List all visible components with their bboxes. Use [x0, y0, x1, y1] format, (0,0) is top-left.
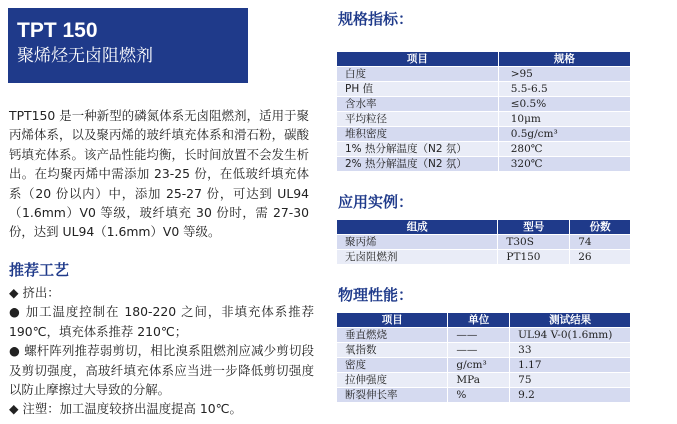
- intro-paragraph: TPT150 是一种新型的磷氮体系无卤阻燃剂，适用于聚丙烯体系，以及聚丙烯的玻纤填充体系和滑石粉，碳酸钙填充体系。该产品性能均衡，长时间放置不会发生析出。在均聚丙烯中需添加 23-25 份，在低玻纤填充体系（20 份以内）中，添加 25-27 份，可达到 UL94（1.6mm）V0 等级，玻纤填充 30 份时，需 27-30 份，达到 UL94（1.6mm）V0 等级。: [9, 108, 309, 240]
- spec-value: 10μm: [498, 112, 630, 127]
- physical-unit: ——: [448, 343, 510, 358]
- column-header: 份数: [570, 220, 631, 235]
- application-component: 聚丙烯: [337, 235, 498, 250]
- table-row: [337, 82, 631, 97]
- physical-item: 断裂伸长率: [337, 388, 448, 403]
- application-model: T30S: [498, 235, 570, 250]
- physical-item: 垂直燃烧: [337, 328, 448, 343]
- spec-value: 0.5g/cm³: [498, 127, 630, 142]
- spec-item: 2% 热分解温度（N2 氛）: [337, 157, 499, 172]
- physical-result: 9.2: [510, 388, 631, 403]
- physical-item: 氧指数: [337, 343, 448, 358]
- process-line: ◆ 注塑：加工温度较挤出温度提高 10℃。: [9, 401, 242, 417]
- table-row: [337, 127, 631, 142]
- column-header: 规格: [498, 52, 630, 67]
- physical-item: 密度: [337, 358, 448, 373]
- physical-unit: g/cm³: [448, 358, 510, 373]
- physical-result: 75: [510, 373, 631, 388]
- application-model: PT150: [498, 250, 570, 265]
- table-row: [337, 142, 631, 157]
- table-row: [337, 97, 631, 112]
- application-parts: 26: [570, 250, 631, 265]
- physical-heading: 物理性能：: [338, 286, 414, 304]
- table-row: [337, 235, 631, 250]
- spec-item: 白度: [337, 67, 499, 82]
- column-header: 项目: [337, 313, 448, 328]
- process-heading: 推荐工艺: [9, 261, 70, 279]
- product-code: TPT 150: [17, 19, 98, 42]
- spec-item: 含水率: [337, 97, 499, 112]
- column-header: 项目: [337, 52, 499, 67]
- spec-value: >95: [498, 67, 630, 82]
- physical-unit: %: [448, 388, 510, 403]
- table-row: [337, 250, 631, 265]
- table-row: [337, 67, 631, 82]
- process-line: ◆ 挤出：: [9, 285, 60, 300]
- process-line: ● 加工温度控制在 180-220 之间，非填充体系推荐 190℃，填充体系推荐 210℃；: [9, 304, 314, 339]
- physical-unit: ——: [448, 328, 510, 343]
- title-block: [8, 8, 248, 83]
- physical-result: 1.17: [510, 358, 631, 373]
- physical-result: 33: [510, 343, 631, 358]
- column-header: 单位: [448, 313, 510, 328]
- physical-unit: MPa: [448, 373, 510, 388]
- table-row: [337, 373, 631, 388]
- table-row: [337, 112, 631, 127]
- product-name: 聚烯烃无卤阻燃剂: [17, 46, 153, 66]
- table-header-row: [337, 220, 631, 235]
- spec-value: 320℃: [498, 157, 630, 172]
- application-table: [336, 219, 631, 265]
- spec-value: 5.5-6.5: [498, 82, 630, 97]
- application-component: 无卤阻燃剂: [337, 250, 498, 265]
- table-row: [337, 157, 631, 172]
- spec-item: PH 值: [337, 82, 499, 97]
- spec-item: 堆积密度: [337, 127, 499, 142]
- table-row: [337, 328, 631, 343]
- spec-value: 280℃: [498, 142, 630, 157]
- table-header-row: [337, 52, 631, 67]
- table-row: [337, 343, 631, 358]
- column-header: 测试结果: [510, 313, 631, 328]
- column-header: 组成: [337, 220, 498, 235]
- spec-item: 1% 热分解温度（N2 氛）: [337, 142, 499, 157]
- column-header: 型号: [498, 220, 570, 235]
- process-list: [9, 283, 314, 419]
- spec-table: [336, 51, 631, 172]
- spec-item: 平均粒径: [337, 112, 499, 127]
- table-header-row: [337, 313, 631, 328]
- physical-table: [336, 312, 631, 403]
- table-row: [337, 388, 631, 403]
- table-row: [337, 358, 631, 373]
- process-line: ● 螺杆阵列推荐弱剪切，相比溴系阻燃剂应减少剪切段及剪切强度，高玻纤填充体系应当进一步降低剪切强度以防止摩擦过大导致的分解。: [9, 343, 314, 398]
- spec-heading: 规格指标：: [338, 10, 414, 28]
- application-parts: 74: [570, 235, 631, 250]
- physical-result: UL94 V-0(1.6mm): [510, 328, 631, 343]
- physical-item: 拉伸强度: [337, 373, 448, 388]
- application-heading: 应用实例：: [338, 193, 414, 211]
- spec-value: ≤0.5%: [498, 97, 630, 112]
